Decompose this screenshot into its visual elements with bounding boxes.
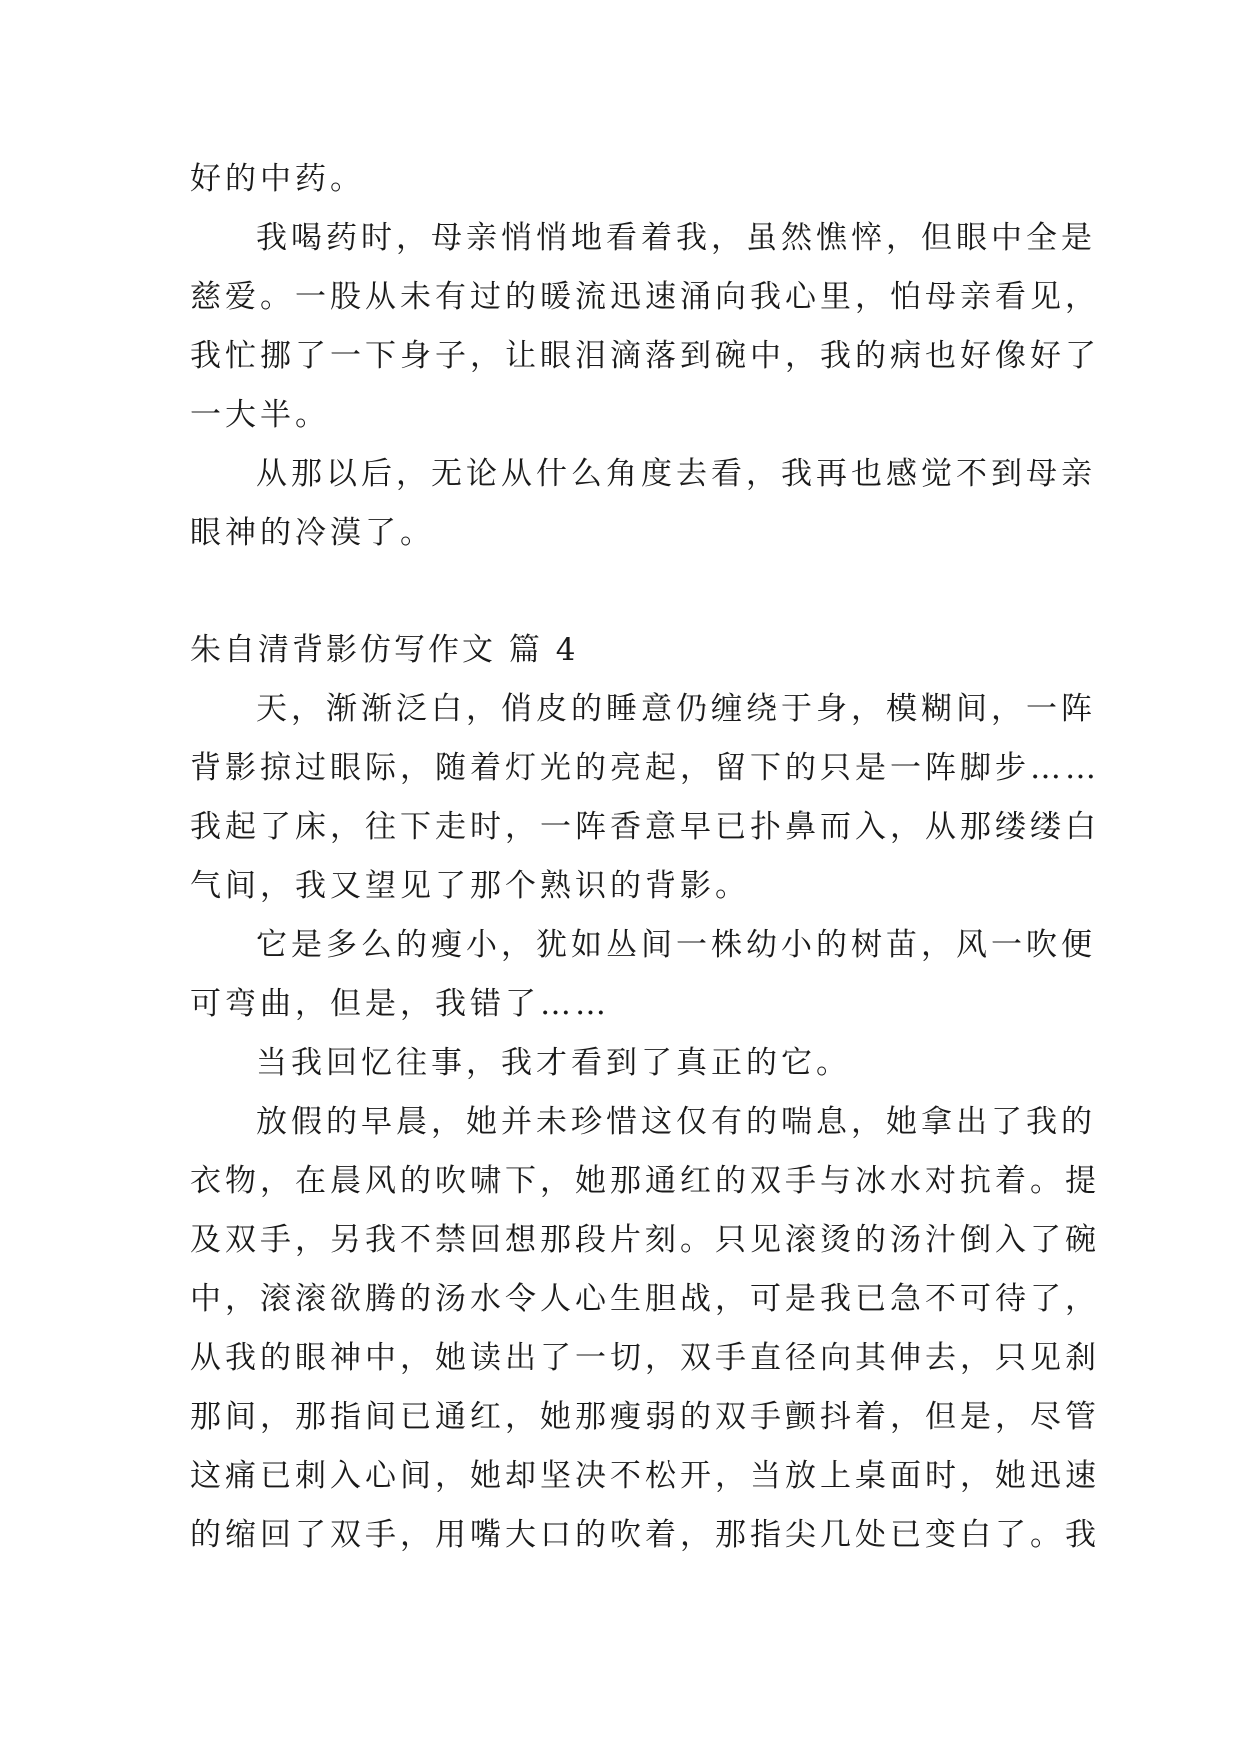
text-line: 背影掠过眼际，随着灯光的亮起，留下的只是一阵脚步……: [190, 750, 1100, 786]
text-line: 可弯曲，但是，我错了……: [190, 986, 610, 1022]
text-line: 的缩回了双手，用嘴大口的吹着，那指尖几处已变白了。我: [190, 1517, 1100, 1553]
section-gap: [190, 563, 1060, 621]
text-line: 从我的眼神中，她读出了一切，双手直径向其伸去，只见刹: [190, 1340, 1100, 1376]
text-block-top: [190, 150, 1100, 563]
text-line: 天，渐渐泛白，俏皮的睡意仍缠绕于身，模糊间，一阵: [256, 691, 1096, 727]
document-page: [190, 150, 1100, 1565]
text-line: 气间，我又望见了那个熟识的背影。: [190, 868, 750, 904]
text-line: 一大半。: [190, 397, 330, 433]
text-line: 我忙挪了一下身子，让眼泪滴落到碗中，我的病也好像好了: [190, 338, 1100, 374]
text-line: 及双手，另我不禁回想那段片刻。只见滚烫的汤汁倒入了碗: [190, 1222, 1100, 1258]
text-line: 我起了床，往下走时，一阵香意早已扑鼻而入，从那缕缕白: [190, 809, 1100, 845]
text-line: 当我回忆往事，我才看到了真正的它。: [256, 1045, 851, 1081]
text-line: 眼神的冷漠了。: [190, 515, 435, 551]
text-line: 从那以后，无论从什么角度去看，我再也感觉不到母亲: [256, 456, 1096, 492]
text-line: 衣物，在晨风的吹啸下，她那通红的双手与冰水对抗着。提: [190, 1163, 1100, 1199]
text-line: 这痛已刺入心间，她却坚决不松开，当放上桌面时，她迅速: [190, 1458, 1100, 1494]
section-heading: 朱自清背影仿写作文 篇 4: [190, 632, 579, 668]
text-line: 中，滚滚欲腾的汤水令人心生胆战，可是我已急不可待了，: [190, 1281, 1100, 1317]
text-line: 放假的早晨，她并未珍惜这仅有的喘息，她拿出了我的: [256, 1104, 1096, 1140]
text-line: 那间，那指间已通红，她那瘦弱的双手颤抖着，但是，尽管: [190, 1399, 1100, 1435]
text-line: 好的中药。: [190, 161, 365, 197]
text-line: 我喝药时，母亲悄悄地看着我，虽然憔悴，但眼中全是: [256, 220, 1096, 256]
text-line: 慈爱。一股从未有过的暖流迅速涌向我心里，怕母亲看见，: [190, 279, 1100, 315]
text-line: 它是多么的瘦小，犹如丛间一株幼小的树苗，风一吹便: [256, 927, 1096, 963]
text-block-bottom: [190, 680, 1100, 1565]
